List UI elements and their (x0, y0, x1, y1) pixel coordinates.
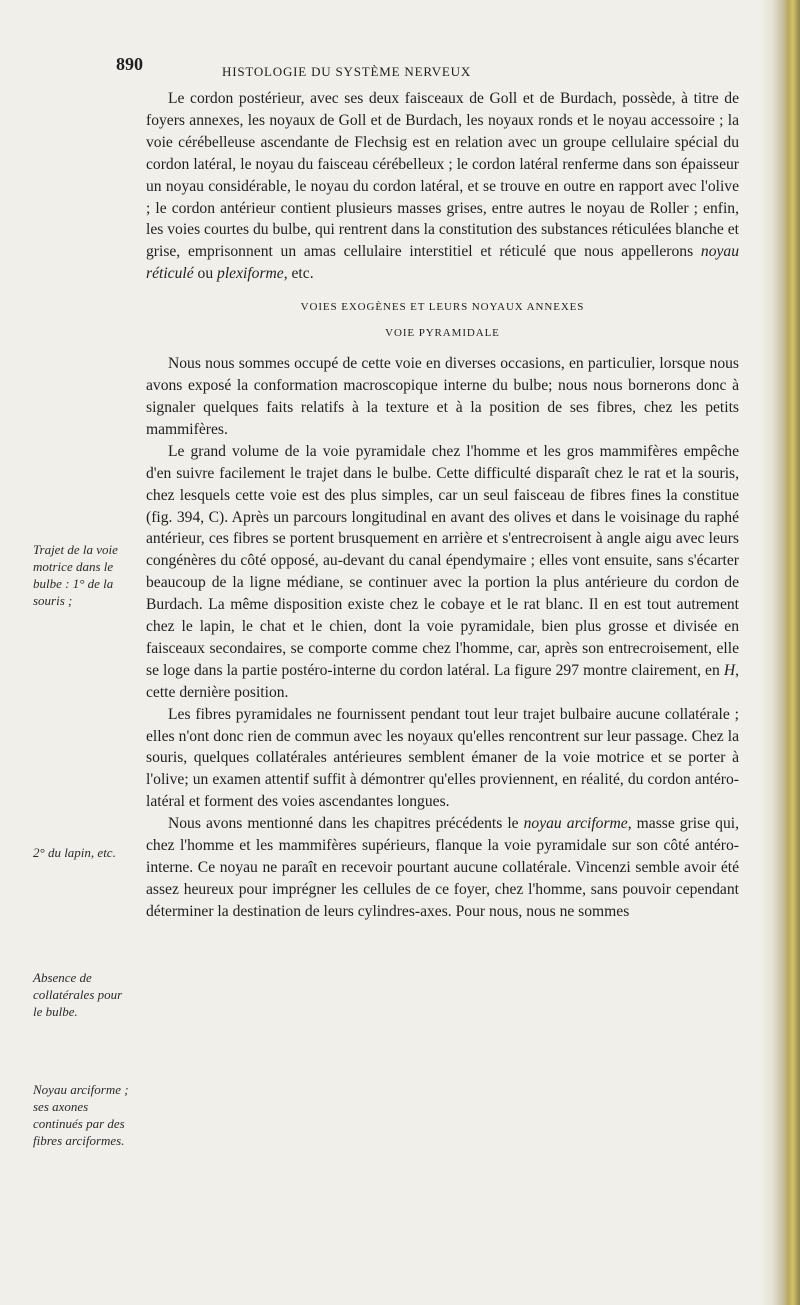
margin-note-trajet: Trajet de la voie motrice dans le bulbe : 1° de la souris ; (33, 542, 118, 608)
body-text (146, 88, 739, 923)
page-edge (760, 0, 800, 1305)
intro-paragraph (146, 88, 739, 285)
intro-text: Le cordon postérieur, avec ses deux faisceaux de Goll et de Burdach, possède, à titre de foyers annexes, les noyaux de Goll et de Burdach, les noyaux ronds et le noyau accessoire ; la voie cérébelleuse ascendante de Flechsig est en relation avec un groupe cellulaire spécial du cordon latéral, le noyau du faisceau cérébelleux ; le cordon latéral renferme dans son épaisseur un noyau considérable, le noyau du cordon latéral, et se trouve en outre en rapport avec l'olive ; le cordon antérieur contient plusieurs masses grises, entre autres le noyau de Roller ; enfin, les voies courtes du bulbe, qui rentrent dans la constitution des substances réticulées blanche et grise, emprisonnent un amas cellulaire interstitiel et réticulé que nous appellerons (146, 90, 739, 261)
page-number: 890 (116, 54, 143, 74)
intro-italic-1: noyau réticulé (146, 243, 739, 283)
section-subtitle: VOIE PYRAMIDALE (385, 327, 500, 340)
paragraph-2-italic: H (723, 661, 736, 679)
intro-italic-2: plexiforme (217, 265, 284, 283)
paragraph-2 (146, 441, 739, 704)
running-title: HISTOLOGIE DU SYSTÈME NERVEUX (222, 64, 472, 79)
section-title: VOIES EXOGÈNES ET LEURS NOYAUX ANNEXES (300, 301, 585, 314)
margin-note-collaterales: Absence de collatérales pour le bulbe. (33, 970, 123, 1019)
paragraph-3: Les fibres pyramidales ne fournissent pendant tout leur trajet bulbaire aucune collatérale ; elles n'ont donc rien de commun avec les noyaux qu'elles rencontrent sur leur passage. Chez la souris, quelques collatérales antérieures semblent émaner de la voie motrice et se porter à l'olive; un examen attentif suffit à démontrer qu'elles proviennent, en réalité, du cordon antéro-latéral et forment des voies ascendantes longues. (146, 705, 739, 811)
intro-after: , etc. (283, 265, 314, 283)
paragraph-2-end: , cette dernière position. (146, 661, 739, 701)
intro-between: ou (193, 265, 218, 283)
margin-note-lapin: 2° du lapin, etc. (33, 845, 116, 860)
paragraph-4-rest: , masse grise qui, chez l'homme et les mammifères supérieurs, flanque la voie pyramidale sur son côté antéro-interne. Ce noyau ne paraît en recevoir pourtant aucune collatérale. Vincenzi semble avoir été assez heureux pour imprégner les cellules de ce foyer, chez l'homme, sans pouvoir cependant déterminer la destination de leurs cylindres-axes. Pour nous, nous ne sommes (146, 815, 739, 920)
paragraph-2-text: Le grand volume de la voie pyramidale chez l'homme et les gros mammifères empêche d'en suivre facilement le trajet dans le bulbe. Cette difficulté disparaît chez le rat et la souris, chez lesquels cette voie est des plus simples, car un seul faisceau de fibres fines la constitue (fig. 394, C). Après un parcours longitudinal en avant des olives et dans le voisinage du raphé antérieur, ces fibres se portent brusquement en arrière et s'entrecroisent à angle aigu avec leurs congénères du côté opposé, au-devant du canal épendymaire ; elles vont ensuite, sans s'écarter beaucoup de la ligne médiane, se continuer avec la portion la plus antérieure du cordon de Burdach. La même disposition existe chez le cobaye et le rat blanc. Il en est tout autrement chez le lapin, le chat et le chien, dont la voie pyramidale, bien plus grosse et divisée en faisceaux secondaires, se comporte comme chez l'homme, car, après son entrecroisement, elle se loge dans la partie postéro-interne du cordon latéral. La figure 297 montre clairement, en (146, 442, 739, 679)
paragraph-4-start: Nous avons mentionné dans les chapitres précédents le (168, 815, 524, 833)
paragraph-4 (146, 813, 739, 923)
margin-note-noyau-arciforme: Noyau arciforme ; ses axones continués par des fibres arciformes. (33, 1082, 129, 1148)
paragraph-4-italic: noyau arciforme (523, 815, 628, 833)
paragraph-1: Nous nous sommes occupé de cette voie en diverses occasions, en particulier, lorsque nous avons exposé la conformation macroscopique interne du bulbe; nous nous bornerons donc à signaler quelques faits relatifs à la texture et à la position de ses fibres, chez les petits mammifères. (146, 355, 739, 438)
